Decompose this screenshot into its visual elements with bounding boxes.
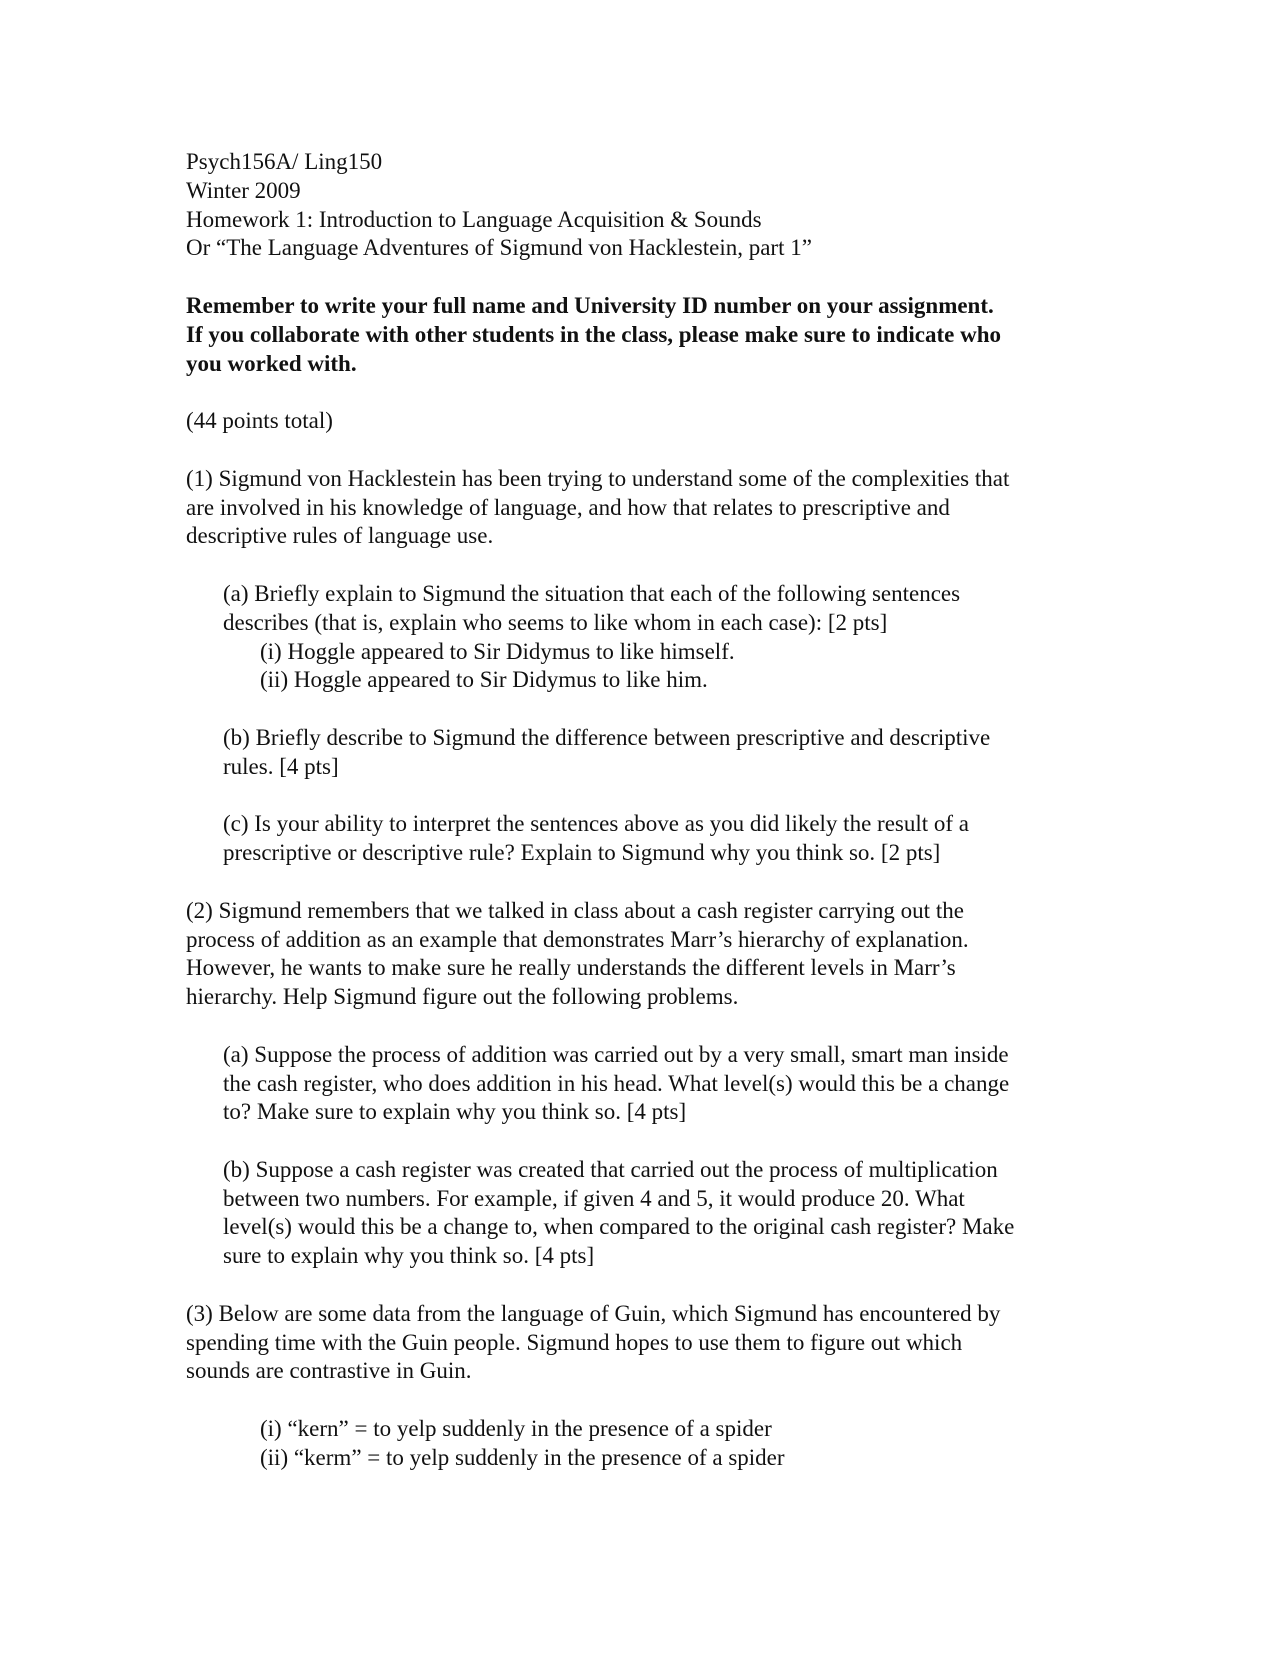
homework-title: Homework 1: Introduction to Language Acquisition & Sounds xyxy=(186,206,762,232)
question-1a xyxy=(186,580,1086,638)
question-line: (b) Suppose a cash register was created that carried out the process of multiplication xyxy=(223,1156,998,1182)
term: Winter 2009 xyxy=(186,177,301,203)
question-1a-examples xyxy=(186,638,1086,696)
question-2b xyxy=(186,1156,1086,1271)
question-line: (2) Sigmund remembers that we talked in class about a cash register carrying out the xyxy=(186,897,964,923)
course-code: Psych156A/ Ling150 xyxy=(186,149,383,174)
question-1c xyxy=(186,810,1086,868)
reminder-line: Remember to write your full name and University ID number on your assignment. xyxy=(186,292,994,318)
question-line: describes (that is, explain who seems to like whom in each case): [2 pts] xyxy=(223,609,888,635)
question-line: level(s) would this be a change to, when compared to the original cash register? Make xyxy=(223,1214,1015,1240)
question-line: spending time with the Guin people. Sigmund hopes to use them to figure out which xyxy=(186,1329,963,1355)
question-line: However, he wants to make sure he really understands the different levels in Marr’s xyxy=(186,955,956,981)
question-line: sounds are contrastive in Guin. xyxy=(186,1358,472,1384)
question-line: rules. [4 pts] xyxy=(223,753,339,779)
question-line: to? Make sure to explain why you think so. [4 pts] xyxy=(223,1099,687,1125)
example-sentence: (ii) Hoggle appeared to Sir Didymus to like him. xyxy=(260,667,708,693)
question-line: (a) Briefly explain to Sigmund the situation that each of the following sentences xyxy=(223,580,961,606)
question-line: the cash register, who does addition in his head. What level(s) would this be a change xyxy=(223,1070,1010,1096)
question-2-intro xyxy=(186,897,1086,1012)
reminder-line: you worked with. xyxy=(186,350,357,376)
question-line: hierarchy. Help Sigmund figure out the following problems. xyxy=(186,984,739,1010)
question-line: (a) Suppose the process of addition was carried out by a very small, smart man inside xyxy=(223,1041,1009,1067)
question-1b xyxy=(186,724,1086,782)
question-line: are involved in his knowledge of language, and how that relates to prescriptive and xyxy=(186,494,950,520)
question-line: (b) Briefly describe to Sigmund the difference between prescriptive and descriptive xyxy=(223,724,991,750)
data-item: (i) “kern” = to yelp suddenly in the presence of a spider xyxy=(260,1416,772,1442)
document-body xyxy=(186,148,1086,1473)
example-sentence: (i) Hoggle appeared to Sir Didymus to like himself. xyxy=(260,638,735,664)
reminder-line: If you collaborate with other students in the class, please make sure to indicate who xyxy=(186,321,1002,347)
question-3-intro xyxy=(186,1300,1086,1386)
question-3-data xyxy=(186,1415,1086,1473)
question-line: sure to explain why you think so. [4 pts] xyxy=(223,1243,595,1269)
data-item: (ii) “kerm” = to yelp suddenly in the presence of a spider xyxy=(260,1444,785,1470)
question-line: (1) Sigmund von Hacklestein has been trying to understand some of the complexities that xyxy=(186,465,1010,491)
points-total xyxy=(186,407,1086,436)
question-line: (3) Below are some data from the language of Guin, which Sigmund has encountered by xyxy=(186,1300,1001,1326)
question-line: (c) Is your ability to interpret the sentences above as you did likely the result of a xyxy=(223,811,969,837)
reminder-note xyxy=(186,292,1086,378)
points-total-text: (44 points total) xyxy=(186,408,333,434)
question-2a xyxy=(186,1041,1086,1127)
question-1-intro xyxy=(186,465,1086,551)
question-line: prescriptive or descriptive rule? Explain to Sigmund why you think so. [2 pts] xyxy=(223,840,941,866)
question-line: between two numbers. For example, if given 4 and 5, it would produce 20. What xyxy=(223,1185,965,1211)
header-block xyxy=(186,148,1086,263)
question-line: process of addition as an example that demonstrates Marr’s hierarchy of explanation. xyxy=(186,926,969,952)
homework-subtitle: Or “The Language Adventures of Sigmund von Hacklestein, part 1” xyxy=(186,235,812,261)
question-line: descriptive rules of language use. xyxy=(186,523,494,549)
